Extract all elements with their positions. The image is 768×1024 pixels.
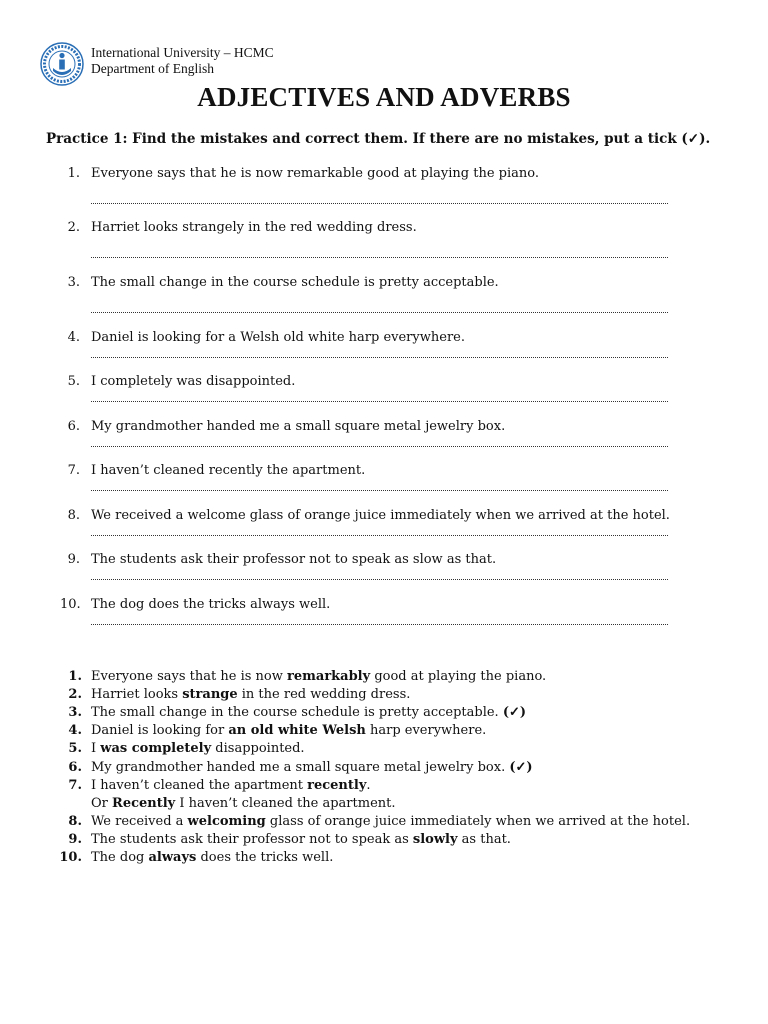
- answer-number: 6.: [68, 759, 82, 775]
- exercise-number: 1.: [67, 166, 80, 181]
- answer-line: [91, 312, 668, 313]
- answer-sentence: [91, 814, 690, 829]
- answer-sentence: [91, 723, 486, 738]
- answer-sentence: [91, 669, 546, 684]
- answer-text: good at playing the piano.: [370, 669, 547, 684]
- answer-line: [91, 535, 668, 536]
- answer-text: Or: [91, 795, 113, 811]
- answer-text: Daniel is looking for: [91, 723, 229, 739]
- answer-number: 8.: [68, 813, 82, 829]
- answer-line: [91, 203, 668, 204]
- answer-sentence: [91, 687, 410, 702]
- exercise-number: 9.: [67, 552, 80, 567]
- answer-line: [91, 401, 668, 402]
- exercise-sentence: My grandmother handed me a small square metal jewelry box.: [91, 419, 506, 434]
- exercise-sentence: I completely was disappointed.: [91, 374, 296, 389]
- answer-sentence: [91, 778, 371, 793]
- answer-text: The dog: [91, 850, 149, 865]
- exercise-number: 6.: [67, 419, 80, 434]
- answer-text: We received a: [91, 813, 188, 829]
- answer-sentence: [91, 832, 511, 847]
- exercise-sentence: The students ask their professor not to speak as slow as that.: [91, 552, 497, 567]
- answer-sentence: [91, 760, 533, 775]
- exercise-number: 7.: [67, 463, 80, 478]
- answer-text: harp everywhere.: [365, 723, 487, 739]
- answer-text: I: [91, 741, 101, 757]
- answer-line: [91, 579, 668, 580]
- practice-instruction: Practice 1: Find the mistakes and correct them. If there are no mistakes, put a tick (✓).: [46, 131, 711, 147]
- exercise-number: 10.: [60, 597, 81, 612]
- answer-number: 10.: [59, 850, 82, 865]
- answer-line: [91, 624, 668, 625]
- exercise-sentence: The dog does the tricks always well.: [91, 597, 331, 612]
- answer-number: 9.: [68, 831, 82, 847]
- answer-text: .: [366, 777, 371, 793]
- answer-text: I haven’t cleaned the apartment: [91, 777, 308, 793]
- department-name: Department of English: [91, 61, 214, 76]
- answer-sentence: [91, 705, 526, 720]
- page-title: ADJECTIVES AND ADVERBS: [197, 82, 571, 112]
- answer-sentence: [91, 796, 396, 811]
- corrected-word: slowly: [412, 831, 458, 847]
- answer-text: glass of orange juice immediately when we arrived at the hotel.: [265, 813, 691, 829]
- answer-text: My grandmother handed me a small square metal jewelry box.: [91, 759, 510, 775]
- exercise-sentence: Daniel is looking for a Welsh old white harp everywhere.: [91, 330, 465, 345]
- exercise-number: 5.: [67, 374, 80, 389]
- answer-sentence: [91, 741, 305, 756]
- answer-text: does the tricks well.: [196, 850, 334, 865]
- answer-text: Everyone says that he is now: [91, 669, 288, 684]
- exercise-sentence: Everyone says that he is now remarkable good at playing the piano.: [91, 166, 539, 181]
- answer-line: [91, 257, 668, 258]
- exercise-sentence: We received a welcome glass of orange juice immediately when we arrived at the hotel.: [91, 508, 670, 523]
- exercise-number: 4.: [67, 330, 80, 345]
- answer-number: 4.: [68, 723, 82, 739]
- university-logo-icon: [40, 42, 84, 86]
- answer-text: Harriet looks: [91, 687, 183, 703]
- answer-text: in the red wedding dress.: [237, 687, 411, 703]
- answer-text: The small change in the course schedule is pretty acceptable.: [91, 705, 503, 721]
- answer-number: 7.: [68, 777, 82, 793]
- corrected-word: welcoming: [187, 813, 266, 829]
- corrected-word: remarkably: [287, 669, 371, 684]
- answer-number: 1.: [68, 669, 82, 684]
- corrected-word: (✓): [509, 759, 533, 775]
- answer-text: as that.: [457, 831, 511, 847]
- university-name: International University – HCMC: [91, 45, 274, 60]
- corrected-word: was completely: [100, 741, 212, 757]
- exercise-number: 2.: [67, 220, 80, 235]
- exercise-sentence: The small change in the course schedule is pretty acceptable.: [91, 275, 499, 290]
- corrected-word: recently: [307, 777, 367, 793]
- answer-line: [91, 446, 668, 447]
- answer-text: The students ask their professor not to speak as: [91, 831, 413, 847]
- answer-text: disappointed.: [211, 741, 305, 757]
- answer-sentence: [91, 850, 333, 865]
- corrected-word: strange: [182, 687, 238, 703]
- institution-name: [91, 45, 274, 77]
- corrected-word: Recently: [112, 795, 176, 811]
- exercise-number: 8.: [67, 508, 80, 523]
- answer-number: 5.: [68, 741, 82, 757]
- exercise-number: 3.: [67, 275, 80, 290]
- corrected-word: (✓): [502, 705, 527, 721]
- exercise-sentence: I haven’t cleaned recently the apartment.: [91, 463, 366, 478]
- answer-line: [91, 490, 668, 491]
- answer-line: [91, 357, 668, 358]
- answer-number: 3.: [68, 705, 82, 721]
- exercise-sentence: Harriet looks strangely in the red wedding dress.: [91, 220, 417, 235]
- corrected-word: always: [148, 850, 197, 865]
- answer-text: I haven’t cleaned the apartment.: [175, 795, 396, 811]
- corrected-word: an old white Welsh: [228, 723, 366, 739]
- answer-number: 2.: [68, 687, 82, 703]
